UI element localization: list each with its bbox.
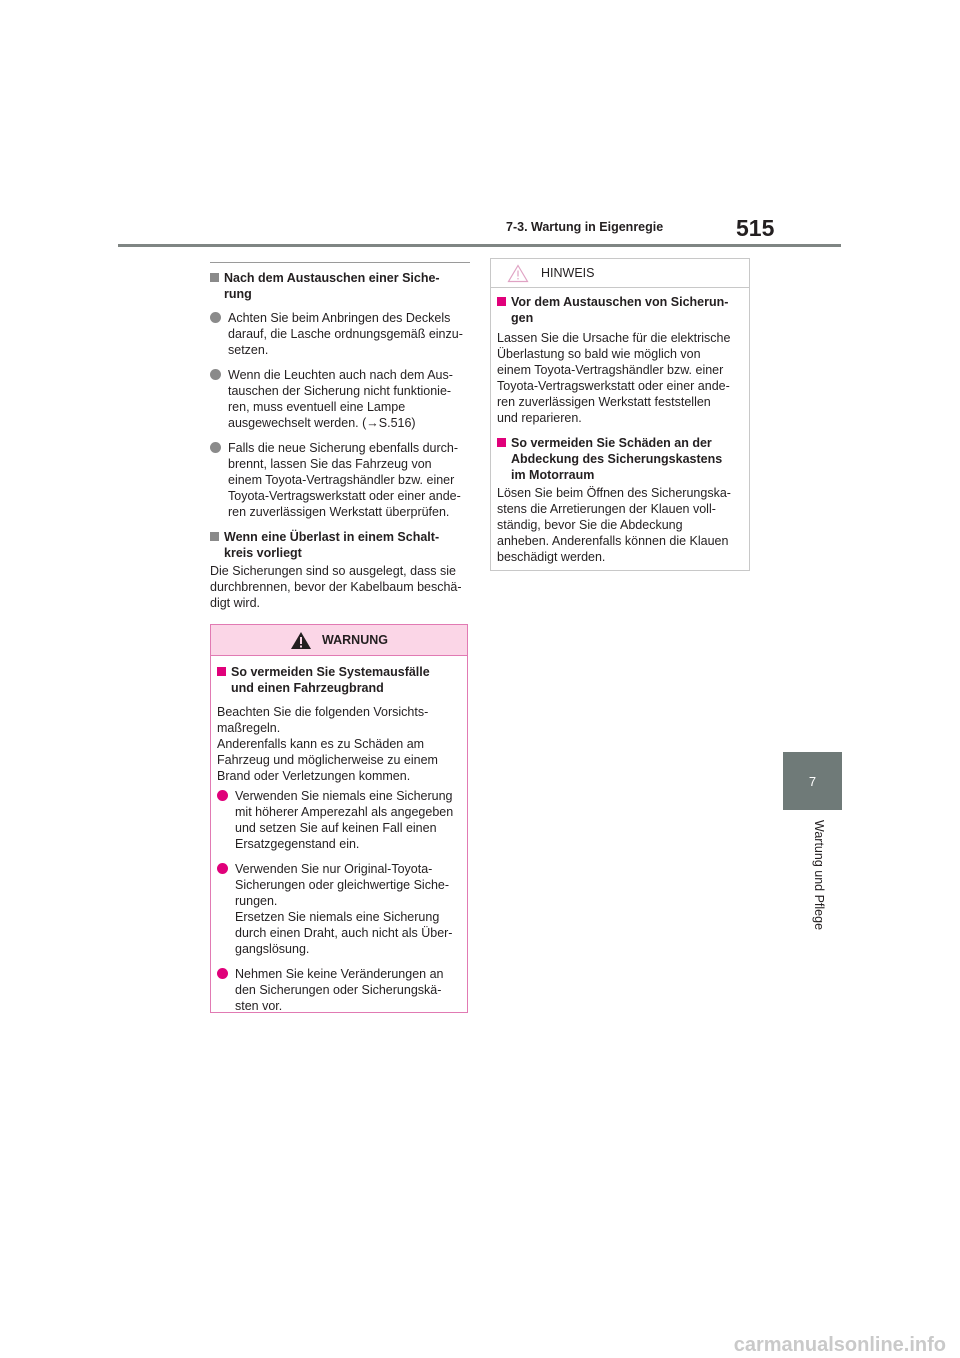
list-item [217, 788, 455, 852]
before-replacing-paragraph: Lassen Sie die Ursache für die elektrische Überlastung so bald wie möglich von einem Toyota-Vertragshändler bzw. einer Toyota-Vertragswerkstatt oder einer ande- ren zuverlässigen Werkstatt feststellen und reparieren. [497, 331, 731, 425]
magenta-circle-bullet-icon [217, 863, 228, 874]
cover-damage-heading [497, 435, 739, 483]
magenta-square-bullet-icon [497, 438, 506, 447]
gray-square-bullet-icon [210, 273, 219, 282]
list-item-text: Wenn die Leuchten auch nach dem Aus- tauschen der Sicherung nicht funktionie- ren, muss eventuell eine Lampe ausgewechselt werden. (→S.516) [228, 368, 453, 430]
chapter-label: Wartung und Pflege [812, 820, 826, 931]
left-column [210, 262, 470, 620]
before-replacing-heading [497, 294, 739, 326]
list-item [217, 966, 455, 1014]
fuse-replaced-heading [210, 270, 470, 302]
list-item [217, 861, 455, 957]
heading-text: Nach dem Austauschen einer Siche- rung [224, 271, 440, 301]
magenta-square-bullet-icon [497, 297, 506, 306]
header-divider [118, 244, 841, 247]
list-item [210, 367, 470, 431]
cover-damage-paragraph: Lösen Sie beim Öffnen des Sicherungska- stens die Arretierungen der Klauen voll- ständig, bevor Sie die Abdeckung anheben. Anderenfalls können die Klauen beschädigt werden. [497, 486, 731, 564]
watermark: carmanualsonline.info [733, 1333, 946, 1356]
list-item [210, 310, 470, 358]
chapter-tab[interactable] [783, 752, 842, 810]
overload-paragraph: Die Sicherungen sind so ausgelegt, dass sie durchbrennen, bevor der Kabelbaum beschä- digt wird. [210, 564, 462, 610]
circuit-overload-heading [210, 529, 470, 561]
list-item-text: Falls die neue Sicherung ebenfalls durch- brennt, lassen Sie das Fahrzeug von einem Toyota-Vertragshändler bzw. einer Toyota-Vertragswerkstatt oder einer ande- ren zuverlässigen Werkstatt überprüfen. [228, 441, 461, 519]
gray-circle-bullet-icon [210, 369, 221, 380]
page-number: 515 [736, 215, 775, 241]
warning-box [210, 624, 468, 1013]
list-item [210, 440, 470, 520]
magenta-circle-bullet-icon [217, 790, 228, 801]
section-title: 7-3. Wartung in Eigenregie [506, 220, 664, 234]
warning-header [211, 625, 467, 656]
caution-triangle-icon [507, 264, 529, 283]
warning-intro: Beachten Sie die folgenden Vorsichts- maßregeln. Anderenfalls kann es zu Schäden am Fahrzeug und möglicherweise zu einem Brand oder Verletzungen kommen. [217, 705, 438, 783]
warning-body [211, 656, 467, 1014]
list-item-text: Nehmen Sie keine Veränderungen an den Sicherungen oder Sicherungskä- sten vor. [235, 967, 444, 1013]
notice-box [490, 258, 750, 571]
warning-triangle-icon [290, 631, 312, 650]
gray-circle-bullet-icon [210, 312, 221, 323]
list-item-text: Verwenden Sie nur Original-Toyota- Sicherungen oder gleichwertige Siche- rungen. Ersetzen Sie niemals eine Sicherung durch einen Draht, auch nicht als Über- gangslösung. [235, 862, 453, 956]
heading-text: Vor dem Austauschen von Sicherun- gen [511, 295, 729, 325]
magenta-circle-bullet-icon [217, 968, 228, 979]
gray-square-bullet-icon [210, 532, 219, 541]
list-item-text: Verwenden Sie niemals eine Sicherung mit höherer Amperezahl als angegeben und setzen Sie auf keinen Fall einen Ersatzgegenstand ein. [235, 789, 454, 851]
heading-text: Wenn eine Überlast in einem Schalt- kreis vorliegt [224, 530, 440, 560]
gray-circle-bullet-icon [210, 442, 221, 453]
notice-header [491, 259, 749, 288]
warning-heading [217, 664, 455, 696]
warning-title: WARNUNG [322, 633, 388, 647]
chapter-number: 7 [808, 773, 817, 789]
heading-text: So vermeiden Sie Schäden an der Abdeckung des Sicherungskastens im Motorraum [511, 436, 723, 482]
notice-body [491, 288, 749, 565]
heading-text: So vermeiden Sie Systemausfälle und einen Fahrzeugbrand [231, 665, 430, 695]
notice-title: HINWEIS [541, 266, 595, 280]
magenta-square-bullet-icon [217, 667, 226, 676]
column-top-rule [210, 262, 470, 263]
list-item-text: Achten Sie beim Anbringen des Deckels darauf, die Lasche ordnungsgemäß einzu- setzen. [228, 311, 463, 357]
